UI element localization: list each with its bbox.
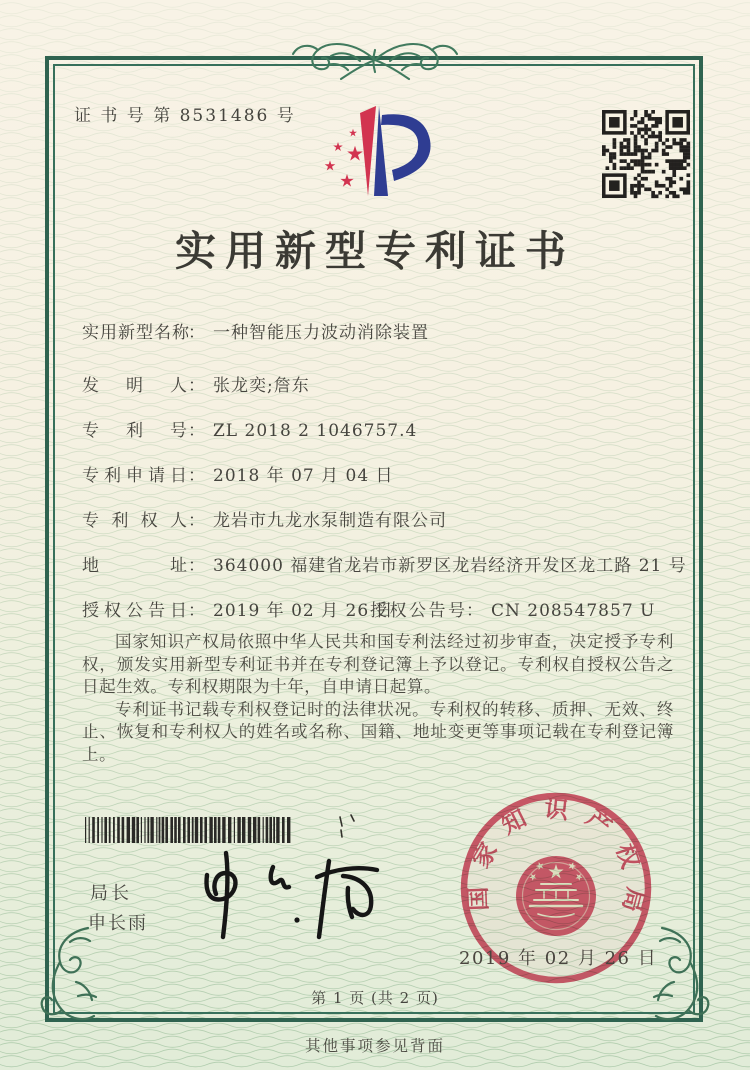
field-value: 2018 年 07 月 04 日	[213, 466, 394, 486]
bottom-left-scroll-ornament-icon	[26, 922, 111, 1032]
field-row-grant-date	[82, 596, 656, 621]
field-grant-number	[370, 596, 655, 621]
field-colon: ：	[188, 556, 206, 576]
field-value: 364000 福建省龙岩市新罗区龙岩经济开发区龙工路 21 号	[213, 556, 687, 576]
top-scroll-ornament-icon	[270, 30, 480, 84]
field-label: 专利权人	[82, 511, 188, 531]
field-value: 龙岩市九龙水泵制造有限公司	[213, 511, 447, 531]
field-colon: ：	[188, 421, 206, 441]
legal-paragraph-grant: 国家知识产权局依照中华人民共和国专利法经过初步审查，决定授予专利权，颁发实用新型专利证书并在专利登记簿上予以登记。专利权自授权公告之日起生效。专利权期限为十年，自申请日起算。	[82, 632, 674, 697]
field-colon: ：	[466, 601, 484, 621]
field-colon: ：	[188, 466, 206, 486]
qr-code	[602, 110, 690, 198]
legal-paragraph-register: 专利证书记载专利权登记时的法律状况。专利权的转移、质押、无效、终止、恢复和专利权人的姓名或名称、国籍、地址变更等事项记载在专利登记簿上。	[82, 699, 674, 764]
field-label: 专利号	[82, 421, 188, 441]
field-colon: ：	[188, 323, 206, 343]
field-label: 授权公告号	[370, 601, 466, 621]
certificate-number: 证 书 号 第 8531486 号	[74, 106, 296, 126]
field-value: 2019 年 02 月 26 日	[213, 601, 394, 621]
field-label: 实用新型名称	[82, 323, 190, 343]
national-emblem-icon	[516, 856, 596, 936]
field-colon: ：	[188, 376, 206, 396]
handwritten-signature	[185, 843, 400, 948]
field-value: CN 208547857 U	[491, 601, 656, 621]
field-label: 授权公告日	[82, 601, 188, 621]
field-row-inventor	[82, 371, 310, 396]
field-value: 张龙奕;詹东	[213, 376, 310, 396]
field-colon: ：	[188, 511, 206, 531]
page-number: 第 1 页 (共 2 页)	[311, 989, 439, 1007]
field-label: 专利申请日	[82, 466, 188, 486]
pen-marks	[332, 810, 358, 844]
cnipa-patent-logo-icon	[312, 100, 442, 200]
field-row-filing-date	[82, 461, 394, 486]
field-value: 一种智能压力波动消除装置	[213, 323, 429, 343]
commissioner-title: 局长	[90, 883, 132, 904]
seal-date: 2019 年 02 月 26 日	[459, 948, 658, 969]
barcode	[85, 817, 290, 843]
back-side-note: 其他事项参见背面	[304, 1037, 445, 1055]
field-row-address	[82, 551, 687, 576]
field-row-patentee	[82, 506, 447, 531]
field-label: 发明人	[82, 376, 188, 396]
field-label: 地址	[82, 556, 188, 576]
field-row-name	[82, 318, 429, 343]
seal-text: 国家知识产权局	[462, 793, 652, 931]
certificate-title: 实用新型专利证书	[175, 227, 575, 275]
commissioner-name: 申长雨	[88, 913, 148, 934]
field-value: ZL 2018 2 1046757.4	[213, 421, 418, 441]
field-row-patent-number	[82, 416, 417, 441]
field-colon: ：	[188, 601, 206, 621]
legal-text-block	[82, 631, 674, 767]
